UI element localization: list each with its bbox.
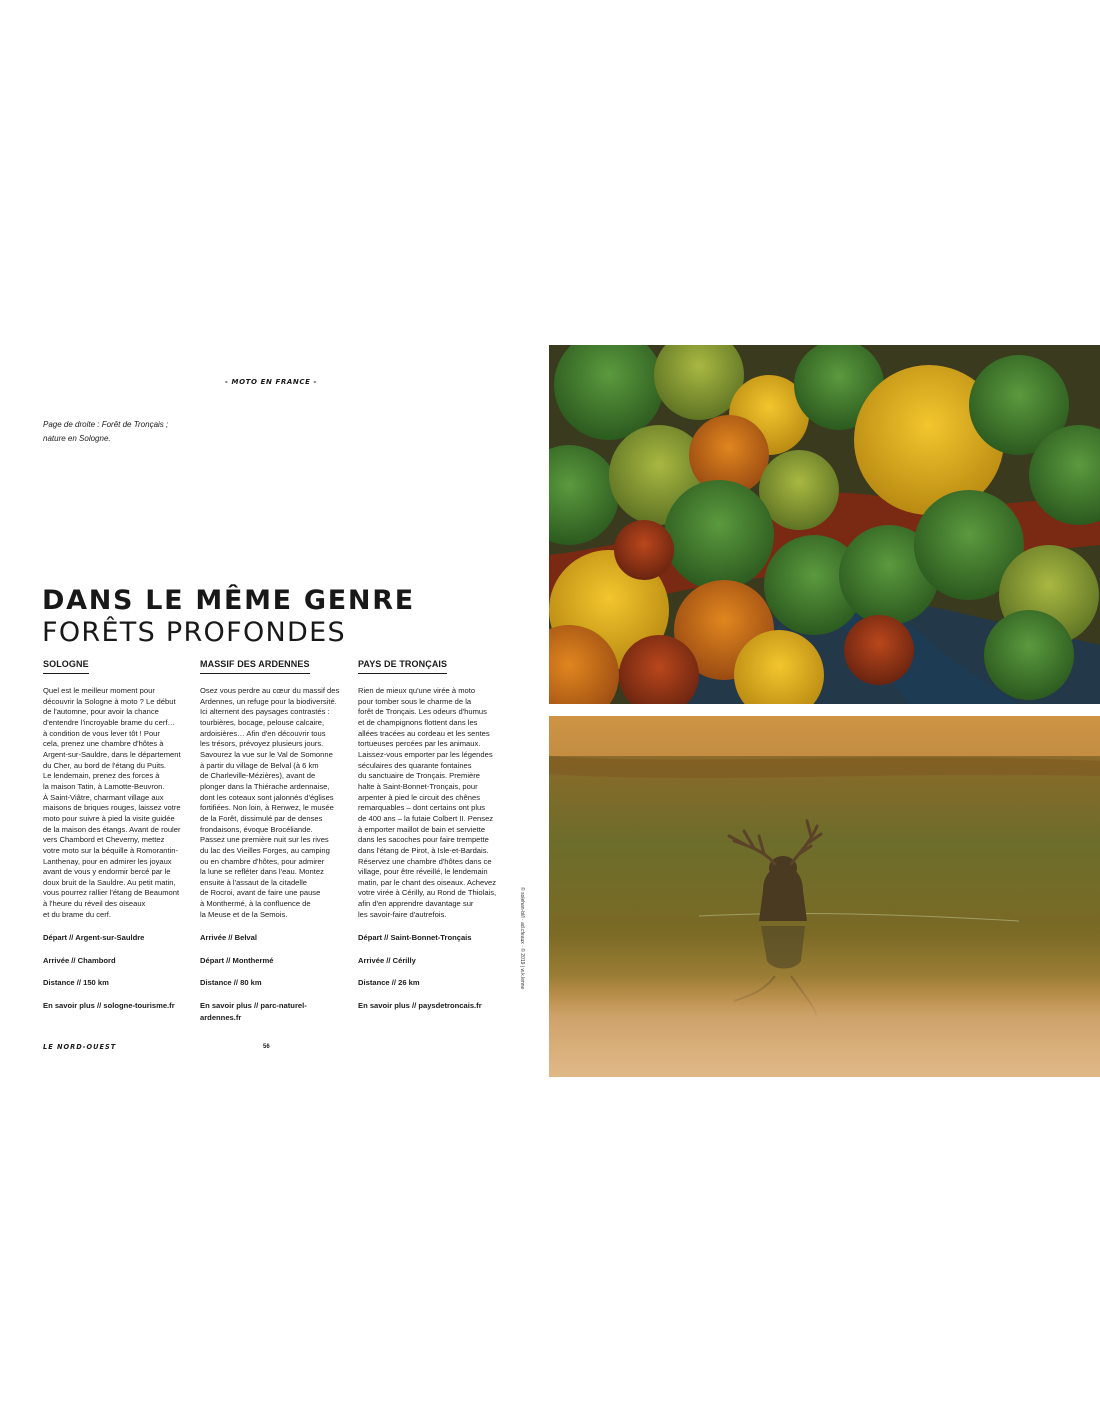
stag-in-lake-photo — [549, 716, 1100, 1077]
article-title: DANS LE MÊME GENRE — [42, 585, 415, 616]
photo-credit: © solehan-bl/l · ad.cfeaux · © 2019 | w.k.lenne — [519, 887, 525, 990]
route-arrivee: Arrivée // Cérilly — [358, 955, 416, 965]
route-arrivee: Arrivée // Chambord — [43, 955, 116, 965]
column-text: Quel est le meilleur moment pour découvrir la Sologne à moto ? Le début de l'automne, pour avoir la chance d'entendre l'incroyable brame du cerf… à condition de vous lever tôt ! Pour cela, prenez une chambre d'hôtes à Argent-sur-Sauldre, dans le département du Cher, au bord de l'étang du Puits. Le lendemain, prenez des forces à la maison Tatin, à Lamotte-Beuvron. À Saint-Viâtre, charmant village aux maisons de briques rouges, laissez votre moto pour suivre à pied la visite guidée de la maison des étangs. Avant de rouler vers Chambord et Cheverny, mettez votre moto sur la béquille à Romorantin- Lanthenay, pour en admirer les joyaux avant de vous y endormir bercé par le doux bruit de la Sauldre. Au petit matin, vous pourrez rallier l'étang de Beaumont à l'heure du réveil des oiseaux et du brame du cerf. — [43, 686, 181, 919]
column-heading: SOLOGNE — [43, 659, 89, 674]
route-distance: Distance // 150 km — [43, 978, 109, 988]
route-depart: Départ // Argent-sur-Sauldre — [43, 932, 145, 942]
article-subtitle: FORÊTS PROFONDES — [42, 617, 346, 648]
route-more-link[interactable]: En savoir plus // sologne-tourisme.fr — [43, 1001, 175, 1011]
route-depart: Arrivée // Belval — [200, 932, 257, 942]
column-heading: PAYS DE TRONÇAIS — [358, 659, 447, 674]
route-info — [200, 920, 350, 1034]
route-info — [43, 920, 193, 1023]
section-tag: - MOTO EN FRANCE - — [225, 378, 318, 386]
page-number: 56 — [263, 1044, 270, 1050]
route-more-link[interactable]: En savoir plus // paysdetroncais.fr — [358, 1001, 482, 1011]
column-text: Osez vous perdre au cœur du massif des Ardennes, un refuge pour la biodiversité. Ici alternent des paysages contrastés : tourbières, bocage, pelouse calcaire, ardoisières… Afin d'en découvrir tous les trésors, prévoyez plusieurs jours. Savourez la vue sur le Val de Somonne à partir du village de Belval (à 6 km de Charleville-Mézières), avant de plonger dans la Thiérache ardennaise, dont les coteaux sont jalonnés d'églises fortifiées. Non loin, à Renwez, le musée de la Forêt, dissimulé par de denses frondaisons, évoque Brocéliande. Passez une première nuit sur les rives du lac des Vieilles Forges, au camping ou en chambre d'hôtes, pour admirer la lune se refléter dans l'eau. Montez ensuite à l'assaut de la citadelle de Rocroi, avant de faire une pause à Monthermé, à la confluence de la Meuse et de la Semois. — [200, 686, 340, 919]
magazine-name: LE NORD-OUEST — [43, 1043, 117, 1051]
forest-aerial-photo — [549, 345, 1100, 704]
route-more-link[interactable]: En savoir plus // parc-naturel- ardennes.fr — [200, 1001, 307, 1022]
photo-caption: Page de droite : Forêt de Tronçais ; nature en Sologne. — [43, 420, 169, 443]
route-distance: Distance // 26 km — [358, 978, 420, 988]
column-ardennes — [200, 659, 350, 1035]
route-arrivee: Départ // Monthermé — [200, 955, 274, 965]
route-info — [358, 920, 508, 1023]
route-distance: Distance // 80 km — [200, 978, 262, 988]
route-depart: Départ // Saint-Bonnet-Tronçais — [358, 932, 472, 942]
column-heading: MASSIF DES ARDENNES — [200, 659, 310, 674]
column-sologne — [43, 659, 193, 1023]
column-text: Rien de mieux qu'une virée à moto pour tomber sous le charme de la forêt de Tronçais. Les odeurs d'humus et de champignons flottent dans les allées tracées au cordeau et les sentes tortueuses percées par les animaux. Laissez-vous emporter par les légendes séculaires des quarante fontaines du sanctuaire de Tronçais. Première halte à Saint-Bonnet-Tronçais, pour arpenter à pied le circuit des chênes remarquables – dont certains ont plus de 400 ans – la futaie Colbert II. Pensez à emporter maillot de bain et serviette dans les sacoches pour faire trempette dans l'étang de Pirot, à Isle-et-Bardais. Réservez une chambre d'hôtes dans ce village, pour être réveillé, le lendemain matin, par le chant des oiseaux. Achevez votre virée à Cérilly, au Rond de Thiolais, afin d'en apprendre davantage sur les savoir-faire d'autrefois. — [358, 686, 497, 919]
column-troncais — [358, 659, 508, 1023]
